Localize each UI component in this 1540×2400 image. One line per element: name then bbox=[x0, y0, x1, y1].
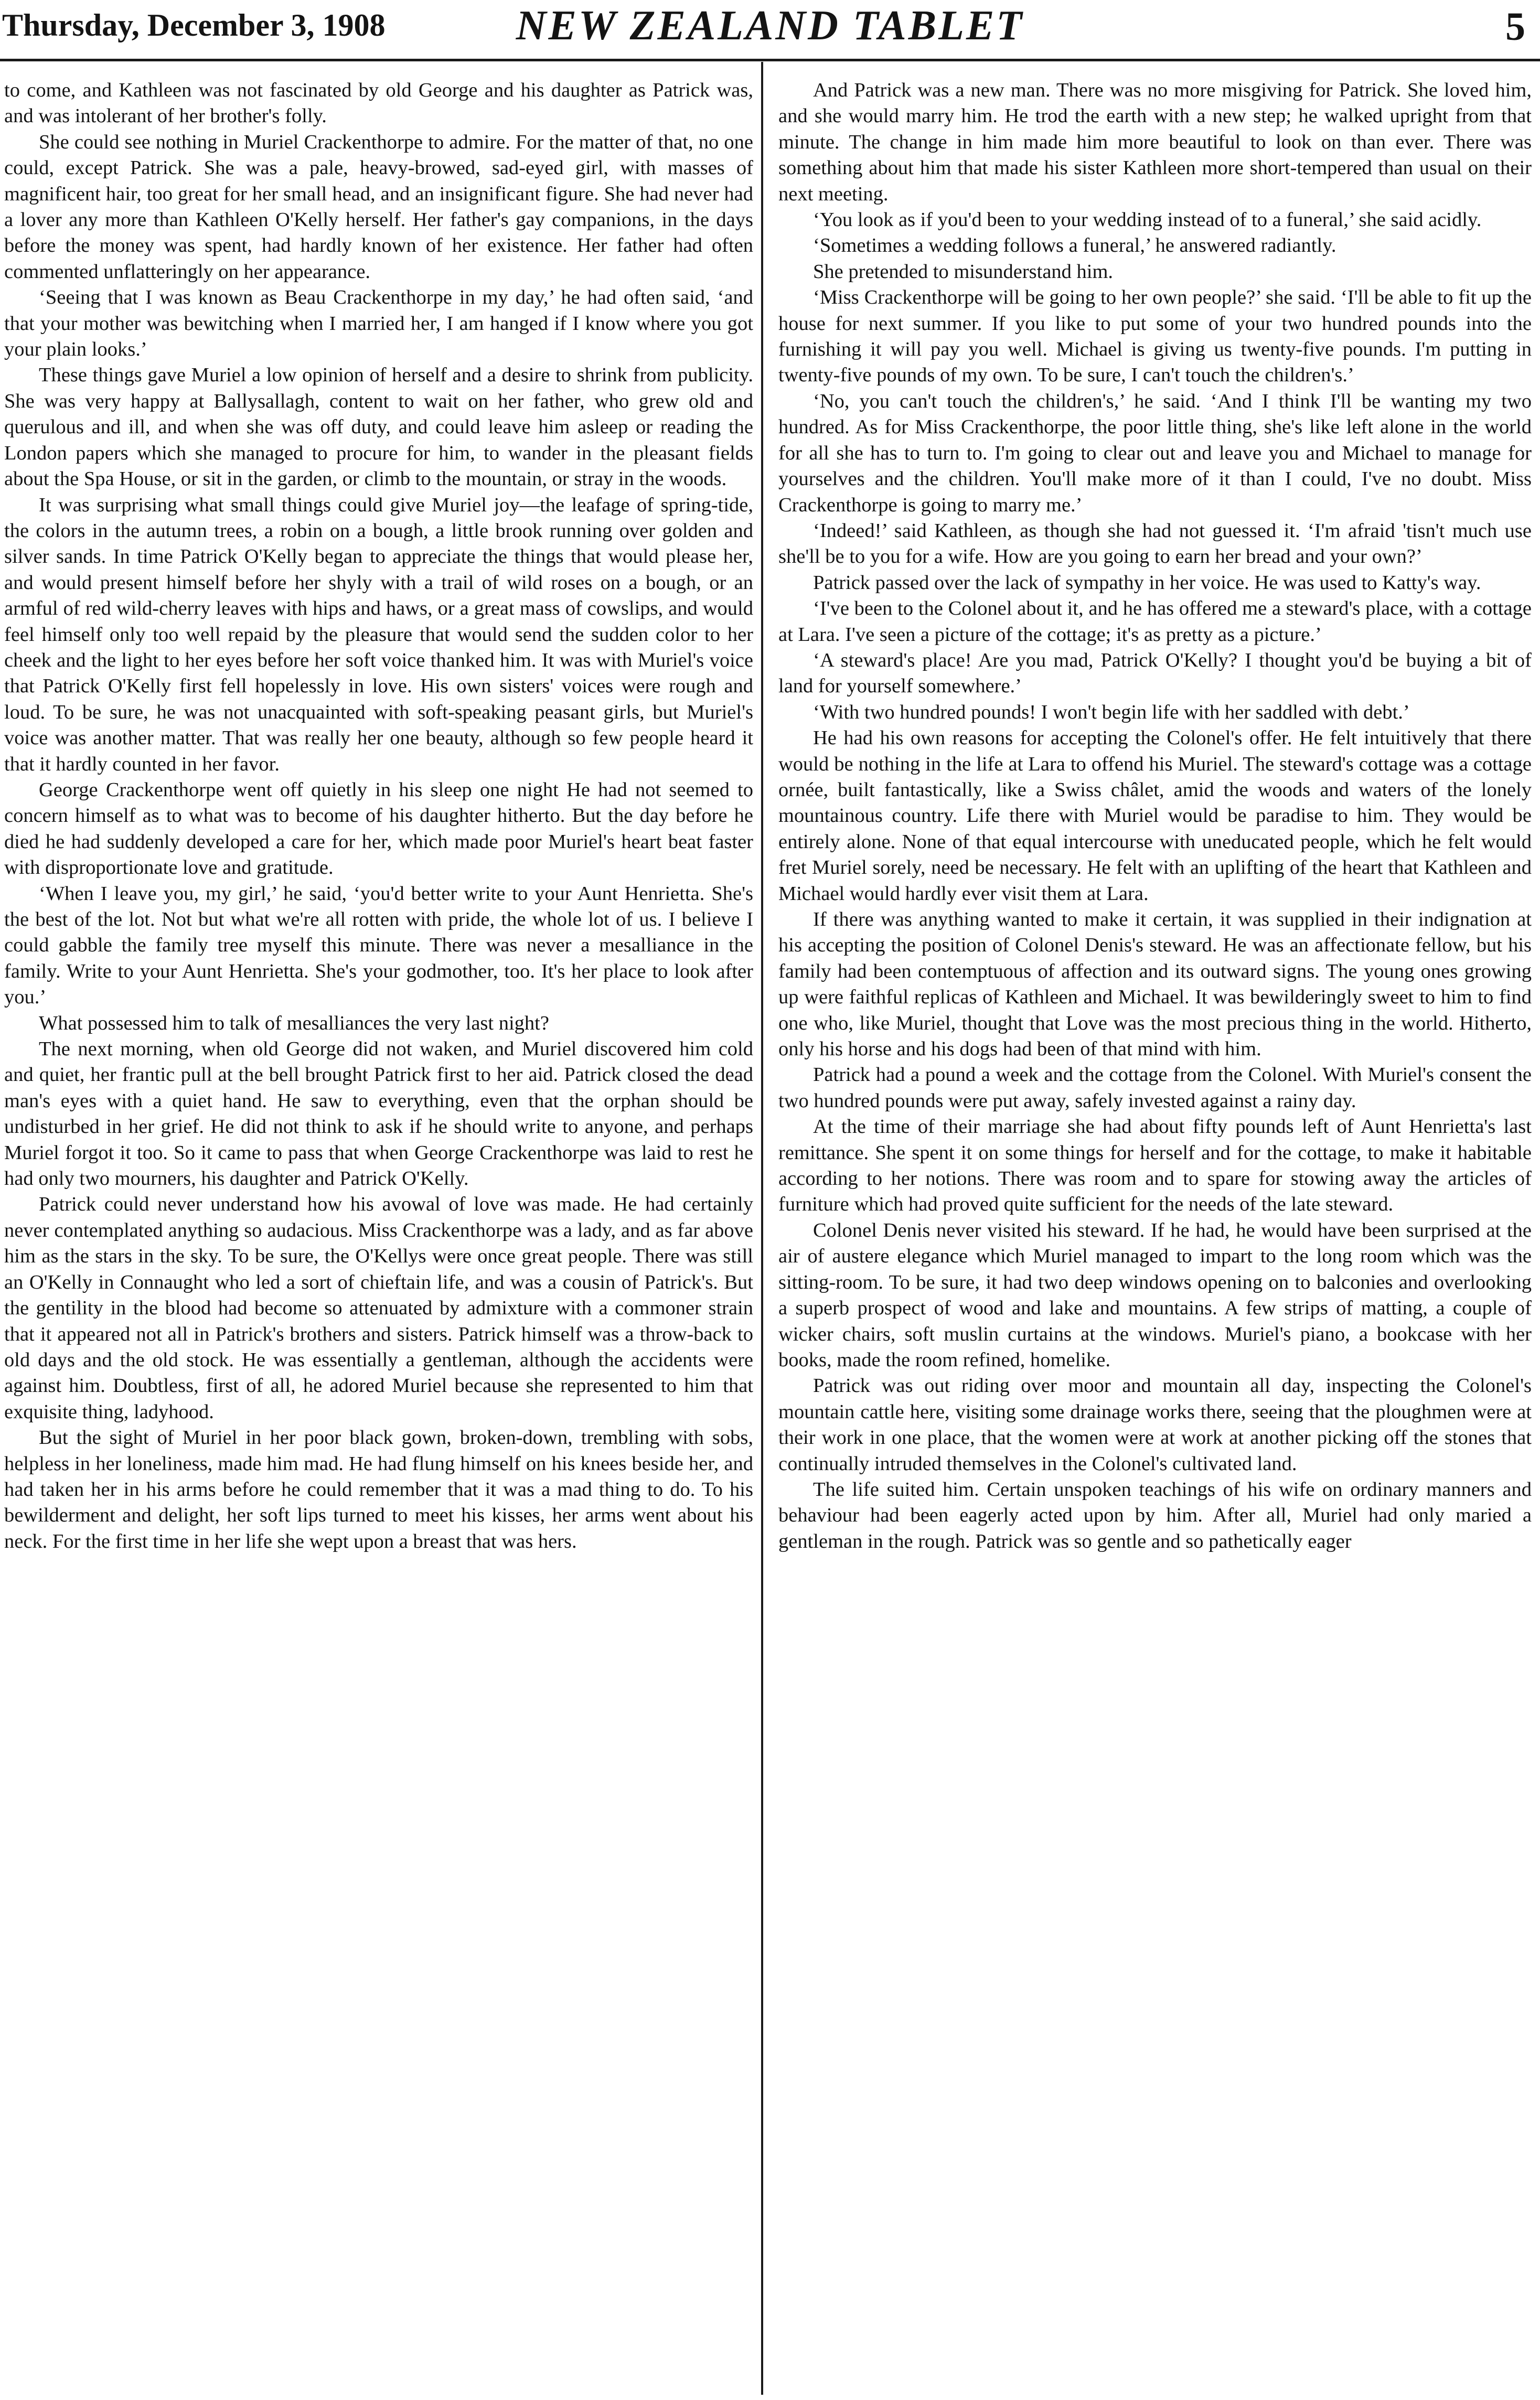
masthead bbox=[0, 0, 1540, 59]
right-column bbox=[778, 78, 1532, 2396]
paragraph: These things gave Muriel a low opinion of herself and a desire to shrink from publicity. She was very happy at Ballysallagh, content to wait on her father, who grew old and querulous and ill, and when she was off duty, and could leave him asleep or reading the London papers which she managed to procure for him, to wander in the pleasant fields about the Spa House, or sit in the garden, or climb to the mountain, or stray in the woods. bbox=[4, 364, 753, 490]
column-divider bbox=[761, 62, 763, 2395]
paragraph: Patrick had a pound a week and the cottage from the Colonel. With Muriel's consent the two hundred pounds were put away, safely invested against a rainy day. bbox=[778, 1064, 1532, 1112]
paragraph: What possessed him to talk of mesalliances the very last night? bbox=[39, 1012, 549, 1034]
paragraph: Patrick passed over the lack of sympathy in her voice. He was used to Katty's way. bbox=[813, 571, 1481, 594]
paragraph: ‘When I leave you, my girl,’ he said, ‘you'd better write to your Aunt Henrietta. She's the best of the lot. Not but what we're all rotten with pride, the whole lot of us. I believe I could gabble the family tree myself this minute. There was never a mesalliance in the family. Write to your Aunt Henrietta. She's your godmother, too. It's her place to look after you.’ bbox=[4, 882, 753, 1009]
paragraph: ‘Miss Crackenthorpe will be going to her own people?’ she said. ‘I'll be able to fit up the house for next summer. If you like to put some of your two hundred pounds into the furnishing it will pay you well. Michael is giving us twenty-five pounds. I'm putting in twenty-five pounds of my own. To be sure, I can't touch the children's.’ bbox=[778, 286, 1532, 387]
paragraph: The next morning, when old George did not waken, and Muriel discovered him cold and quiet, her frantic pull at the bell brought Patrick first to her aid. Patrick closed the dead man's eyes with a quiet hand. He saw to everything, even that the orphan should be undisturbed in her grief. He did not think to ask if he should write to anyone, and perhaps Muriel forgot it too. So it came to pass that when George Crackenthorpe was laid to rest he had only two mourners, his daughter and Patrick O'Kelly. bbox=[4, 1038, 753, 1190]
paragraph: He had his own reasons for accepting the Colonel's offer. He felt intuitively that there would be nothing in the life at Lara to offend his Muriel. The steward's cottage was a cottage ornée, built fantastically, like a Swiss châlet, amid the woods and waters of the lonely mountainous country. Life there with Muriel would be paradise to him. They would be entirely alone. None of that equal intercourse with uneducated people, which he felt would fret Muriel sorely, need be necessary. He felt with an uplifting of the heart that Kathleen and Michael would hardly ever visit them at Lara. bbox=[778, 727, 1532, 905]
paragraph: ‘No, you can't touch the children's,’ he said. ‘And I think I'll be wanting my two hundred. As for Miss Crackenthorpe, the poor little thing, she's like left alone in the world for all she has to turn to. I'm going to clear out and leave you and Michael to manage for yourselves and the children. You'll make more of it than I could, I've no doubt. Miss Crackenthorpe is going to marry me.’ bbox=[778, 390, 1532, 516]
page-number: 5 bbox=[1505, 5, 1525, 49]
header-rule bbox=[0, 59, 1540, 61]
paragraph: ‘With two hundred pounds! I won't begin life with her saddled with debt.’ bbox=[813, 701, 1410, 723]
paragraph: It was surprising what small things could give Muriel joy—the leafage of spring-tide, the colors in the autumn trees, a robin on a bough, a little brook running over golden and silver sands. In time Patrick O'Kelly began to appreciate the things that would please her, and would present himself before her shyly with a trail of wild roses on a bough, or an armful of red wild-cherry leaves with hips and haws, or a great mass of cowslips, and would feel himself only too well repaid by the pleasure that would send the sudden color to her cheek and the light to her eyes before her soft voice thanked him. It was with Muriel's voice that Patrick O'Kelly first fell hopelessly in love. His own sisters' voices were rough and loud. To be sure, he was not unacquainted with soft-speaking peasant girls, but Muriel's voice was another matter. That was really her one beauty, although so few people heard it that it hardly counted in her favor. bbox=[4, 494, 753, 775]
issue-date: Thursday, December 3, 1908 bbox=[2, 8, 386, 42]
paragraph: ‘A steward's place! Are you mad, Patrick O'Kelly? I thought you'd be buying a bit of land for yourself somewhere.’ bbox=[778, 649, 1532, 698]
paragraph: George Crackenthorpe went off quietly in his sleep one night He had not seemed to concern himself as to what was to become of his daughter hitherto. But the day before he died he had suddenly developed a care for her, which made poor Muriel's heart beat faster with disproportionate love and gratitude. bbox=[4, 778, 753, 879]
newspaper-title: NEW ZEALAND TABLET bbox=[516, 3, 1024, 49]
paragraph: ‘Seeing that I was known as Beau Crackenthorpe in my day,’ he had often said, ‘and that your mother was bewitching when I married her, I am hanged if I know where you got your plain looks.’ bbox=[4, 286, 753, 361]
paragraph: If there was anything wanted to make it certain, it was supplied in their indignation at his accepting the position of Colonel Denis's steward. He was an affectionate fellow, but his family had been contemptuous of affection and its outward signs. The young ones growing up were faithful replicas of Kathleen and Michael. It was bewilderingly sweet to him to find one who, like Muriel, thought that Love was the most precious thing in the world. Hitherto, only his horse and his dogs had been of that mind with him. bbox=[778, 908, 1532, 1060]
paragraph: ‘Sometimes a wedding follows a funeral,’ he answered radiantly. bbox=[813, 234, 1336, 257]
paragraph: Colonel Denis never visited his steward. If he had, he would have been surprised at the air of austere elegance which Muriel managed to impart to the long room which was the sitting-room. To be sure, it had two deep windows opening on to balconies and overlooking a superb prospect of wood and lake and mountains. A few strips of matting, a couple of wicker chairs, soft muslin curtains at the windows. Muriel's piano, a bookcase with her books, made the room refined, homelike. bbox=[778, 1219, 1532, 1371]
left-column bbox=[4, 78, 753, 2396]
paragraph: And Patrick was a new man. There was no more misgiving for Patrick. She loved him, and she would marry him. He trod the earth with a new step; he walked upright from that minute. The change in him made him more beautiful to look on than ever. There was something about him that made his sister Kathleen more short-tempered than usual on their next meeting. bbox=[778, 79, 1532, 205]
paragraph: ‘You look as if you'd been to your wedding instead of to a funeral,’ she said acidly. bbox=[813, 209, 1482, 231]
paragraph: Patrick was out riding over moor and mountain all day, inspecting the Colonel's mountain cattle here, visiting some drainage works there, seeing that the ploughmen were at their work in one place, that the women were at work at another picking off the stones that continually intruded themselves in the Colonel's cultivated land. bbox=[778, 1375, 1532, 1475]
paragraph: ‘Indeed!’ said Kathleen, as though she had not guessed it. ‘I'm afraid 'tisn't much use she'll be to you for a wife. How are you going to earn her bread and your own?’ bbox=[778, 519, 1532, 568]
paragraph: Patrick could never understand how his avowal of love was made. He had certainly never contemplated anything so audacious. Miss Crackenthorpe was a lady, and as far above him as the stars in the sky. To be sure, the O'Kellys were once great people. There was still an O'Kelly in Connaught who led a sort of chieftain life, and was a cousin of Patrick's. But the gentility in the blood had become so attenuated by admixture with a commoner strain that it appeared not all in Patrick's brothers and sisters. Patrick himself was a throw-back to old days and the old stock. He was essentially a gentleman, although the accidents were against him. Doubtless, first of all, he adored Muriel because she represented to him that exquisite thing, ladyhood. bbox=[4, 1193, 753, 1423]
paragraph: to come, and Kathleen was not fascinated by old George and his daughter as Patrick was, and was intolerant of her brother's folly. bbox=[4, 79, 753, 127]
paragraph: She pretended to misunderstand him. bbox=[813, 260, 1114, 283]
paragraph: ‘I've been to the Colonel about it, and he has offered me a steward's place, with a cottage at Lara. I've seen a picture of the cottage; it's as pretty as a picture.’ bbox=[778, 597, 1532, 646]
paragraph: She could see nothing in Muriel Crackenthorpe to admire. For the matter of that, no one could, except Patrick. She was a pale, heavy-browed, sad-eyed girl, with masses of magnificent hair, too great for her small head, and an insignificant figure. She had never had a lover any more than Kathleen O'Kelly herself. Her father's gay companions, in the days before the money was spent, had hardly known of her existence. Her father had often commented unflatteringly on her appearance. bbox=[4, 131, 753, 283]
paragraph: At the time of their marriage she had about fifty pounds left of Aunt Henrietta's last remittance. She spent it on some things for herself and for the cottage, to make it habitable according to her notions. There was room and to spare for stowing away the articles of furniture which had proved quite sufficient for the needs of the late steward. bbox=[778, 1116, 1532, 1216]
paragraph: The life suited him. Certain unspoken teachings of his wife on ordinary manners and behaviour had been eagerly acted upon by him. After all, Muriel had only maried a gentleman in the rough. Patrick was so gentle and so pathetically eager bbox=[778, 1478, 1532, 1552]
paragraph: But the sight of Muriel in her poor black gown, broken-down, trembling with sobs, helpless in her loneliness, made him mad. He had flung himself on his knees beside her, and had taken her in his arms before he could remember that it was a mad thing to do. To his bewilderment and delight, her soft lips turned to meet his kisses, her arms went about his neck. For the first time in her life she wept upon a breast that was hers. bbox=[4, 1427, 753, 1552]
